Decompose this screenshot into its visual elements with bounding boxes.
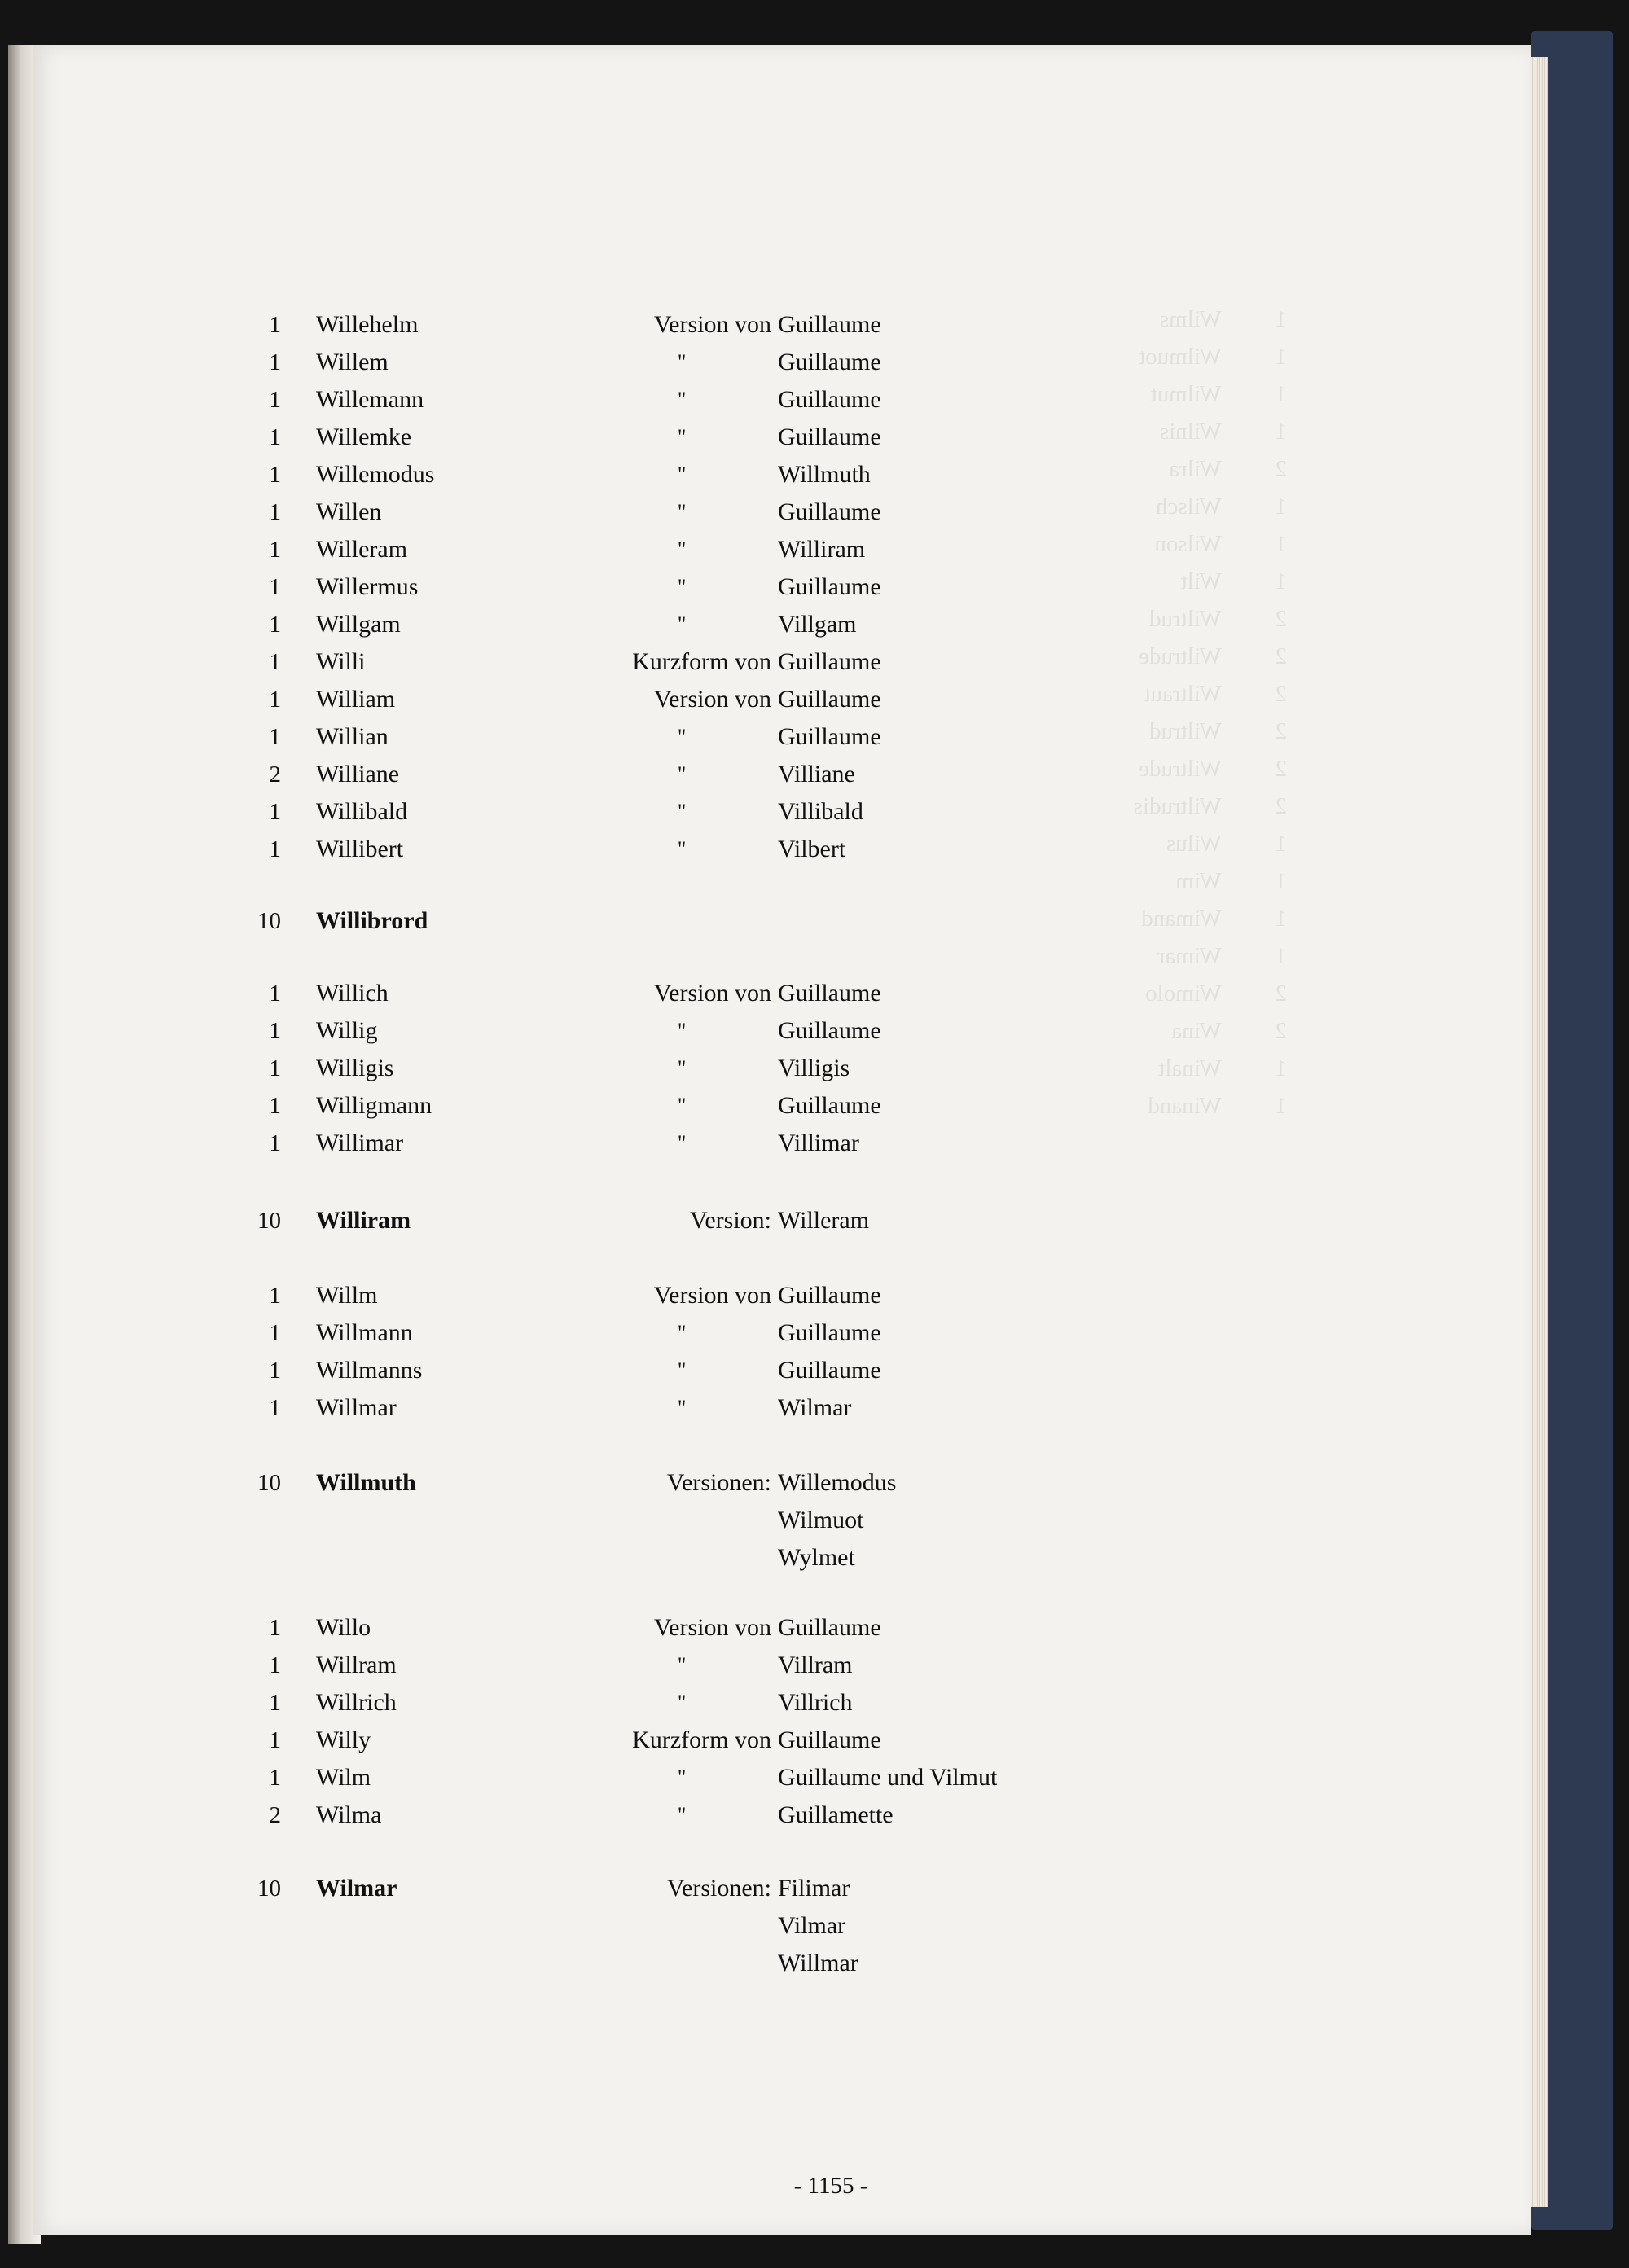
entry-count: 1 — [269, 1652, 281, 1678]
entry-name: Willemodus — [316, 461, 435, 488]
entry-count: 1 — [269, 836, 281, 862]
entry-count: 1 — [269, 1055, 281, 1081]
entry-name: Willi — [316, 648, 366, 675]
entry-reference: Guillaume — [778, 311, 881, 338]
entry-reference: Guillaume — [778, 386, 881, 413]
ditto-mark: " — [677, 725, 687, 748]
entry-count: 1 — [269, 799, 281, 825]
ditto-mark: " — [677, 425, 687, 449]
entry-count: 1 — [269, 1395, 281, 1421]
list-item — [0, 1202, 1629, 1239]
entry-reference: Guillaume — [778, 1017, 881, 1044]
entry-count: 1 — [269, 724, 281, 750]
list-item — [0, 793, 1629, 831]
entry-reference: Guillaume — [778, 423, 881, 450]
ditto-mark: " — [677, 1094, 687, 1117]
entry-count: 1 — [269, 1690, 281, 1716]
ditto-mark: " — [677, 837, 687, 861]
entry-name: Wilma — [316, 1801, 382, 1828]
entry-reference: Willemodus — [778, 1469, 897, 1496]
entry-count: 2 — [269, 761, 281, 787]
list-item — [0, 1352, 1629, 1389]
entry-reference: Willeram — [778, 1207, 870, 1234]
entry-reference: Villram — [778, 1652, 853, 1678]
entry-count: 10 — [257, 908, 281, 934]
entry-name: Willigmann — [316, 1092, 432, 1119]
entry-relation: Version von — [653, 311, 771, 338]
entry-name: Willgam — [316, 611, 401, 638]
entry-name: Willy — [316, 1726, 371, 1753]
list-item — [0, 1050, 1629, 1087]
entry-relation: Kurzform von — [632, 1726, 771, 1753]
ditto-mark: " — [677, 762, 687, 786]
entry-count: 10 — [257, 1875, 281, 1902]
entry-reference: Guillaume — [778, 1726, 881, 1753]
list-item — [0, 1087, 1629, 1125]
list-item — [0, 756, 1629, 793]
entry-reference: Guillaume — [778, 1614, 881, 1641]
entry-reference: Guillaume — [778, 1282, 881, 1309]
list-item — [0, 902, 1629, 940]
entry-name: Willibald — [316, 798, 408, 825]
entry-name: Wilm — [316, 1764, 371, 1791]
entry-count: 1 — [269, 537, 281, 563]
entry-name: William — [316, 686, 396, 713]
entry-name: Willemann — [316, 386, 424, 413]
entry-count: 1 — [269, 1018, 281, 1044]
list-item — [0, 1125, 1629, 1162]
entry-count: 1 — [269, 980, 281, 1007]
ditto-mark: " — [677, 1321, 687, 1345]
entry-name: Willrich — [316, 1689, 397, 1716]
entry-count: 1 — [269, 1765, 281, 1791]
entry-relation: Version von — [653, 1282, 771, 1309]
list-item — [0, 831, 1629, 868]
entry-count: 2 — [269, 1802, 281, 1828]
ditto-mark: " — [677, 1358, 687, 1382]
entry-count: 1 — [269, 499, 281, 525]
entry-count: 1 — [269, 1130, 281, 1156]
entry-count: 1 — [269, 1615, 281, 1641]
list-item — [0, 494, 1629, 531]
entry-name: Willermus — [316, 573, 419, 600]
entry-reference: Guillamette — [778, 1801, 894, 1828]
entry-reference: Guillaume — [778, 1357, 881, 1384]
entry-name: Willmanns — [316, 1357, 423, 1384]
entry-reference: Wylmet — [778, 1544, 855, 1571]
entry-reference: Willmar — [778, 1950, 858, 1976]
list-item — [0, 606, 1629, 643]
entry-name: Willram — [316, 1652, 397, 1678]
list-item — [0, 306, 1629, 344]
ditto-mark: " — [677, 1131, 687, 1155]
ditto-mark: " — [677, 1691, 687, 1714]
list-item — [0, 344, 1629, 381]
entry-name: Willmuth — [316, 1469, 416, 1496]
entry-reference: Willmuth — [778, 461, 871, 488]
entry-relation: Version von — [653, 686, 771, 713]
entry-count: 1 — [269, 649, 281, 675]
list-item — [0, 1539, 1629, 1577]
entry-count: 1 — [269, 612, 281, 638]
entry-count: 1 — [269, 387, 281, 413]
page-number: - 1155 - — [793, 2173, 868, 2199]
entry-name: Willian — [316, 723, 389, 750]
list-item — [0, 1870, 1629, 1907]
list-item — [0, 381, 1629, 419]
entry-name: Willig — [316, 1017, 378, 1044]
entry-count: 1 — [269, 1093, 281, 1119]
entry-reference: Guillaume — [778, 349, 881, 375]
entry-reference: Vilbert — [778, 836, 846, 862]
entry-count: 1 — [269, 574, 281, 600]
ditto-mark: " — [677, 1019, 687, 1042]
entry-reference: Guillaume — [778, 980, 881, 1007]
list-item — [0, 1464, 1629, 1502]
entry-name: Willehelm — [316, 311, 419, 338]
list-item — [0, 419, 1629, 456]
ditto-mark: " — [677, 1056, 687, 1080]
entry-name: Willimar — [316, 1130, 404, 1156]
entry-count: 1 — [269, 1320, 281, 1346]
entry-name: Willen — [316, 498, 382, 525]
entry-count: 1 — [269, 687, 281, 713]
entry-relation: Version: — [690, 1207, 771, 1234]
ditto-mark: " — [677, 612, 687, 636]
entry-reference: Villigis — [778, 1055, 850, 1081]
entry-reference: Guillaume — [778, 723, 881, 750]
entry-reference: Guillaume — [778, 498, 881, 525]
ditto-mark: " — [677, 463, 687, 486]
entry-reference: Guillaume — [778, 648, 881, 675]
list-item — [0, 531, 1629, 568]
entry-reference: Guillaume — [778, 573, 881, 600]
ditto-mark: " — [677, 537, 687, 561]
list-item — [0, 1277, 1629, 1314]
list-item — [0, 1722, 1629, 1759]
list-item — [0, 718, 1629, 756]
entry-relation: Version von — [653, 1614, 771, 1641]
entry-reference: Vilmar — [778, 1912, 846, 1939]
list-item — [0, 1609, 1629, 1647]
entry-relation: Versionen: — [666, 1875, 771, 1902]
entry-reference: Guillaume — [778, 1319, 881, 1346]
list-item — [0, 681, 1629, 718]
entry-name: Willemke — [316, 423, 412, 450]
entry-count: 1 — [269, 1283, 281, 1309]
entry-reference: Villrich — [778, 1689, 853, 1716]
entry-name: Willigis — [316, 1055, 394, 1081]
entry-name: Willibert — [316, 836, 404, 862]
ditto-mark: " — [677, 575, 687, 599]
entry-count: 1 — [269, 1727, 281, 1753]
entry-relation: Kurzform von — [632, 648, 771, 675]
list-item — [0, 1314, 1629, 1352]
entry-relation: Version von — [653, 980, 771, 1007]
ditto-mark: " — [677, 388, 687, 411]
list-item — [0, 975, 1629, 1012]
ditto-mark: " — [677, 350, 687, 374]
list-item — [0, 1796, 1629, 1834]
list-item — [0, 1684, 1629, 1722]
ditto-mark: " — [677, 500, 687, 524]
ditto-mark: " — [677, 800, 687, 823]
entry-name: Willo — [316, 1614, 371, 1641]
entry-count: 1 — [269, 349, 281, 375]
entry-relation: Versionen: — [666, 1469, 771, 1496]
entry-name: Willmar — [316, 1394, 397, 1421]
entry-reference: Guillaume — [778, 686, 881, 713]
ditto-mark: " — [677, 1766, 687, 1789]
list-item — [0, 643, 1629, 681]
entry-name: Willich — [316, 980, 389, 1007]
entry-name: Willibrord — [316, 907, 428, 934]
list-item — [0, 1945, 1629, 1982]
entry-reference: Villgam — [778, 611, 857, 638]
entry-name: Williane — [316, 761, 400, 787]
entry-reference: Villimar — [778, 1130, 859, 1156]
entry-count: 10 — [257, 1208, 281, 1234]
entry-count: 1 — [269, 1358, 281, 1384]
entry-reference: Wilmar — [778, 1394, 852, 1421]
entry-name: Willm — [316, 1282, 378, 1309]
entry-reference: Williram — [778, 536, 866, 563]
ditto-mark: " — [677, 1653, 687, 1677]
list-item — [0, 1502, 1629, 1539]
list-item — [0, 1647, 1629, 1684]
list-item — [0, 456, 1629, 494]
ditto-mark: " — [677, 1396, 687, 1419]
entry-reference: Guillaume — [778, 1092, 881, 1119]
list-item — [0, 1907, 1629, 1945]
list-item — [0, 1759, 1629, 1796]
entry-reference: Villibald — [778, 798, 863, 825]
list-item — [0, 1012, 1629, 1050]
entry-name: Wilmar — [316, 1875, 397, 1902]
entry-name: Williram — [316, 1207, 411, 1234]
entry-count: 1 — [269, 462, 281, 488]
entry-count: 1 — [269, 312, 281, 338]
entry-name: Willem — [316, 349, 389, 375]
entry-name: Willeram — [316, 536, 408, 563]
entry-reference: Wilmuot — [778, 1507, 864, 1533]
entry-name: Willmann — [316, 1319, 413, 1346]
list-item — [0, 1389, 1629, 1427]
ditto-mark: " — [677, 1803, 687, 1827]
entry-reference: Filimar — [778, 1875, 850, 1902]
entry-count: 10 — [257, 1470, 281, 1496]
entry-reference: Villiane — [778, 761, 855, 787]
entry-count: 1 — [269, 424, 281, 450]
entry-reference: Guillaume und Vilmut — [778, 1764, 998, 1791]
list-item — [0, 568, 1629, 606]
